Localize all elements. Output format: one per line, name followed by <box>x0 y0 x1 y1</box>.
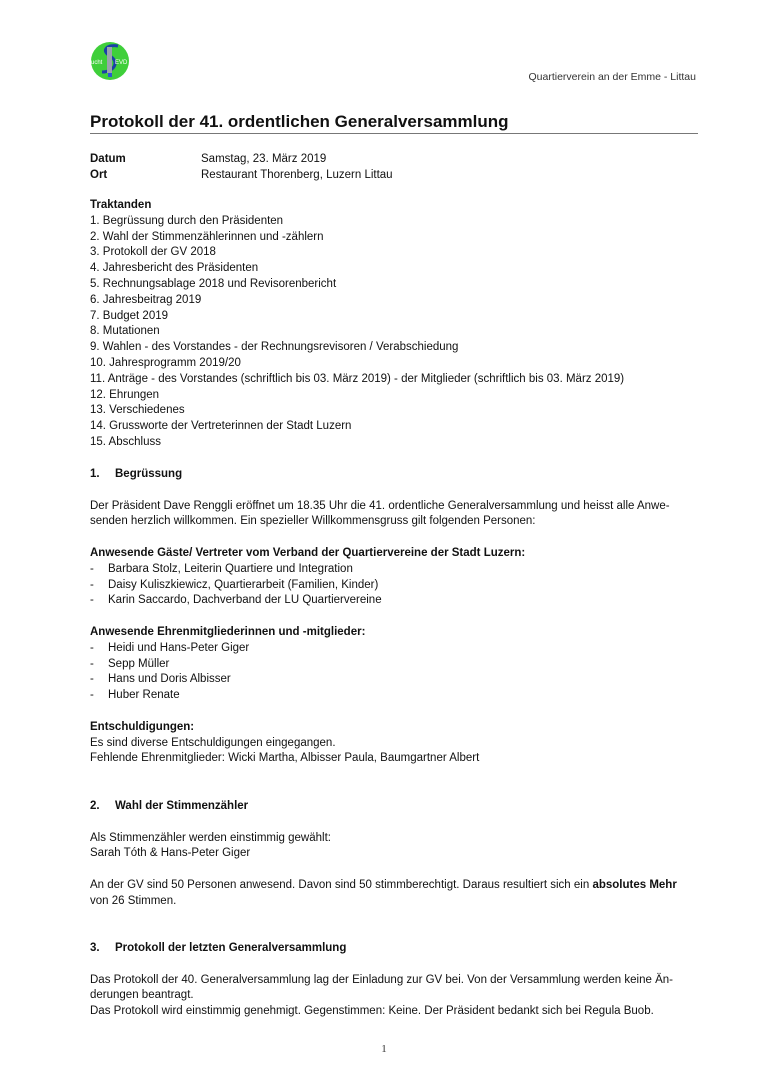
honorary-name: Sepp Müller <box>108 657 170 670</box>
guests-heading: Anwesende Gäste/ Vertreter vom Verband der Quartiervereine der Stadt Luzern: <box>90 546 526 559</box>
section-heading <box>90 799 698 815</box>
agenda-item: 9. Wahlen - des Vorstandes - der Rechnungsrevisoren / Verabschiedung <box>90 341 459 354</box>
club-logo <box>88 40 132 82</box>
honorary-name: Hans und Doris Albisser <box>108 673 231 686</box>
paragraph-line: senden herzlich willkommen. Ein spezieller Willkommensgruss gilt folgenden Personen: <box>90 515 536 528</box>
paragraph-line <box>90 878 698 894</box>
section-number: 1. <box>90 468 100 480</box>
section-number: 2. <box>90 800 100 812</box>
agenda-item: 11. Anträge - des Vorstandes (schriftlich bis 03. März 2019) - der Mitglieder (schriftlich bis 03. März 2019) <box>90 372 625 385</box>
section-stimmenzaehler <box>90 799 698 910</box>
paragraph-line: derungen beantragt. <box>90 989 194 1002</box>
paragraph-line: Fehlende Ehrenmitglieder: Wicki Martha, Albisser Paula, Baumgartner Albert <box>90 752 480 765</box>
svg-text:ucht: ucht <box>91 60 103 66</box>
agenda-item: 6. Jahresbeitrag 2019 <box>90 293 202 306</box>
meta-row-date <box>90 151 393 167</box>
page-number: 1 <box>381 1043 387 1055</box>
list-item: - Huber Renate <box>90 688 698 704</box>
section-number: 3. <box>90 942 100 954</box>
paragraph-line: Das Protokoll der 40. Generalversammlung lag der Einladung zur GV bei. Von der Versammlung werden keine Än- <box>90 973 673 986</box>
meta-key: Datum <box>90 153 126 165</box>
section-protokoll <box>90 941 698 1020</box>
list-item: - Hans und Doris Albisser <box>90 672 698 688</box>
honorary-name: Huber Renate <box>108 689 180 702</box>
list-item: - Barbara Stolz, Leiterin Quartiere und Integration <box>90 562 698 578</box>
page-title: Protokoll der 41. ordentlichen Generalversammlung <box>90 112 509 131</box>
paragraph-line: Der Präsident Dave Renggli eröffnet um 18.35 Uhr die 41. ordentliche Generalversammlung und heisst alle Anwe- <box>90 499 670 512</box>
agenda-item: 4. Jahresbericht des Präsidenten <box>90 262 259 275</box>
organization-name: Quartierverein an der Emme - Littau <box>528 71 696 83</box>
honorary-name: Heidi und Hans-Peter Giger <box>108 641 250 654</box>
agenda-item: 3. Protokoll der GV 2018 <box>90 246 216 259</box>
list-item: - Karin Saccardo, Dachverband der LU Quartiervereine <box>90 593 698 609</box>
meta-value: Samstag, 23. März 2019 <box>201 153 327 165</box>
svg-text:EVD: EVD <box>115 60 128 66</box>
guest-name: Daisy Kuliszkiewicz, Quartierarbeit (Familien, Kinder) <box>108 578 379 591</box>
paragraph-line: Als Stimmenzähler werden einstimmig gewählt: <box>90 831 331 844</box>
paragraph-line: Es sind diverse Entschuldigungen eingegangen. <box>90 736 336 749</box>
agenda <box>90 198 698 451</box>
guest-name: Barbara Stolz, Leiterin Quartiere und Integration <box>108 562 353 575</box>
agenda-item: 7. Budget 2019 <box>90 309 169 322</box>
paragraph-line: Sarah Tóth & Hans-Peter Giger <box>90 847 251 860</box>
agenda-item: 5. Rechnungsablage 2018 und Revisorenbericht <box>90 277 337 290</box>
section-begruessung <box>90 467 698 767</box>
meeting-meta <box>90 151 393 183</box>
agenda-item: 2. Wahl der Stimmenzählerinnen und -zählern <box>90 230 324 243</box>
text-run: An der GV sind 50 Personen anwesend. Davon sind 50 stimmberechtigt. Daraus resultiert sich ein <box>90 878 593 891</box>
list-item: - Heidi und Hans-Peter Giger <box>90 641 698 657</box>
section-title: Wahl der Stimmenzähler <box>115 800 249 812</box>
agenda-item: 10. Jahresprogramm 2019/20 <box>90 356 241 369</box>
paragraph-line: von 26 Stimmen. <box>90 894 177 907</box>
meta-row-location <box>90 167 393 183</box>
meta-value: Restaurant Thorenberg, Luzern Littau <box>201 169 393 181</box>
agenda-item: 1. Begrüssung durch den Präsidenten <box>90 214 284 227</box>
apologies-heading: Entschuldigungen: <box>90 720 195 733</box>
agenda-item: 15. Abschluss <box>90 435 161 448</box>
honorary-heading: Anwesende Ehrenmitgliederinnen und -mitglieder: <box>90 625 366 638</box>
section-heading <box>90 941 698 957</box>
paragraph-line: Das Protokoll wird einstimmig genehmigt. Gegenstimmen: Keine. Der Präsident bedankt sich bei Regula Buob. <box>90 1005 654 1018</box>
agenda-item: 14. Grussworte der Vertreterinnen der Stadt Luzern <box>90 420 352 433</box>
list-item: - Sepp Müller <box>90 657 698 673</box>
title-divider <box>90 133 698 134</box>
section-heading <box>90 467 698 483</box>
agenda-item: 8. Mutationen <box>90 325 160 338</box>
section-title: Begrüssung <box>115 468 183 480</box>
agenda-heading: Traktanden <box>90 199 152 211</box>
meta-key: Ort <box>90 169 108 181</box>
agenda-item: 13. Verschiedenes <box>90 404 185 417</box>
guest-name: Karin Saccardo, Dachverband der LU Quartiervereine <box>108 594 382 607</box>
list-item: - Daisy Kuliszkiewicz, Quartierarbeit (Familien, Kinder) <box>90 578 698 594</box>
section-title: Protokoll der letzten Generalversammlung <box>115 942 347 954</box>
absolute-majority: absolutes Mehr <box>592 878 677 891</box>
agenda-item: 12. Ehrungen <box>90 388 160 401</box>
